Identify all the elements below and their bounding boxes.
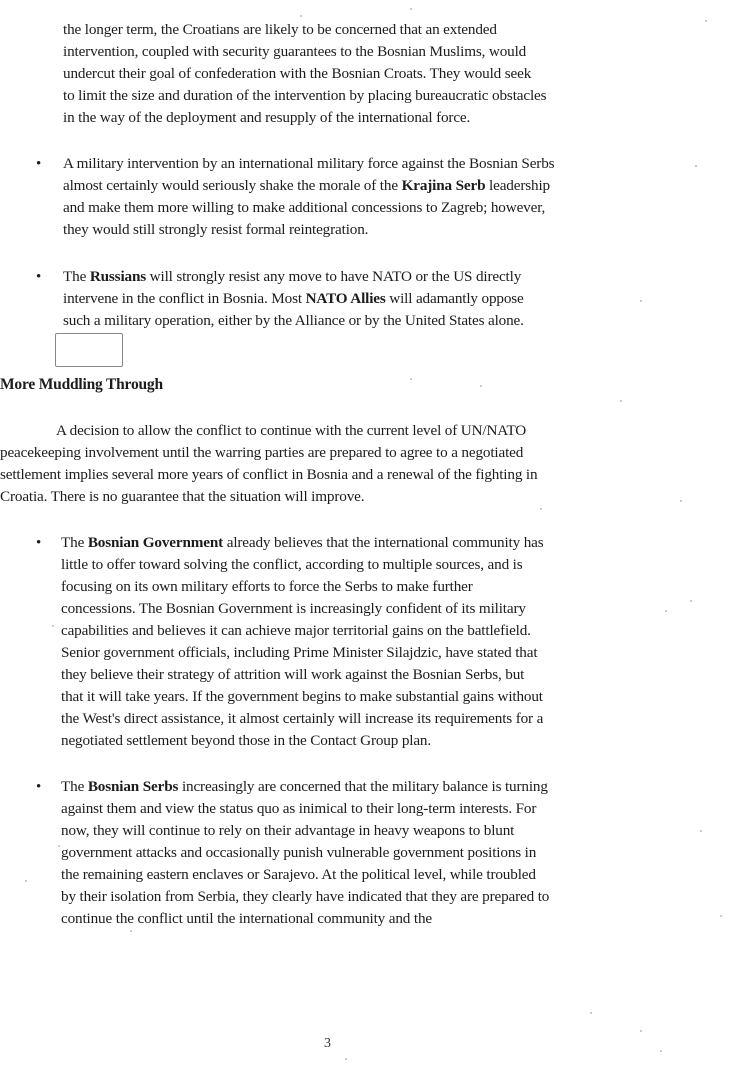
bullet-line: continue the conflict until the international community and the bbox=[61, 910, 432, 927]
speck bbox=[52, 625, 54, 627]
bullet-line: capabilities and believes it can achieve major territorial gains on the battlefield. bbox=[61, 622, 531, 639]
page-number: 3 bbox=[324, 1036, 331, 1051]
speck bbox=[58, 845, 60, 847]
bold-term: Bosnian Government bbox=[87, 534, 224, 551]
speck bbox=[480, 385, 482, 387]
redaction-box bbox=[55, 333, 123, 367]
bullet-line: the West's direct assistance, it almost certainly will increase its requirements for a bbox=[61, 710, 544, 727]
bullet-line: concessions. The Bosnian Government is increasingly confident of its military bbox=[61, 600, 526, 617]
bold-term: Russians bbox=[89, 268, 147, 285]
paragraph-line: settlement implies several more years of conflict in Bosnia and a renewal of the fighting in bbox=[0, 466, 538, 483]
speck bbox=[695, 165, 697, 167]
bullet-line: little to offer toward solving the conflict, according to multiple sources, and is bbox=[61, 556, 523, 573]
speck bbox=[640, 1030, 642, 1032]
bullet-line: focusing on its own military efforts to force the Serbs to make further bbox=[61, 578, 473, 595]
bullet-line: intervene in the conflict in Bosnia. Most NATO Allies will adamantly oppose bbox=[63, 290, 524, 307]
bullet-line: they would still strongly resist formal reintegration. bbox=[63, 221, 369, 238]
bold-term: NATO Allies bbox=[305, 290, 386, 307]
bold-term: Krajina Serb bbox=[401, 177, 486, 194]
paragraph-line: to limit the size and duration of the intervention by placing bureaucratic obstacles bbox=[63, 87, 547, 104]
speck bbox=[680, 500, 682, 502]
bullet-line: government attacks and occasionally punish vulnerable government positions in bbox=[61, 844, 537, 861]
bullet-line: negotiated settlement beyond those in the Contact Group plan. bbox=[61, 732, 432, 749]
bullet-line: by their isolation from Serbia, they clearly have indicated that they are prepared to bbox=[61, 888, 550, 905]
bullet-icon: • bbox=[36, 535, 42, 551]
speck bbox=[705, 20, 707, 22]
speck bbox=[690, 600, 692, 602]
speck bbox=[300, 15, 302, 17]
speck bbox=[640, 300, 642, 302]
paragraph-line: in the way of the deployment and resupply of the international force. bbox=[63, 109, 471, 126]
speck bbox=[25, 880, 27, 882]
paragraph-line: intervention, coupled with security guarantees to the Bosnian Muslims, would bbox=[63, 43, 527, 60]
bullet-line: and make them more willing to make additional concessions to Zagreb; however, bbox=[63, 199, 546, 216]
speck bbox=[720, 915, 722, 917]
bullet-icon: • bbox=[36, 156, 42, 172]
bullet-line: against them and view the status quo as inimical to their long-term interests. For bbox=[61, 800, 537, 817]
bullet-line: that it will take years. If the government begins to make substantial gains without bbox=[61, 688, 543, 705]
speck bbox=[410, 378, 412, 380]
paragraph-line: the longer term, the Croatians are likely to be concerned that an extended bbox=[63, 21, 497, 38]
bullet-line: The Bosnian Serbs increasingly are concerned that the military balance is turning bbox=[61, 778, 548, 795]
speck bbox=[345, 1058, 347, 1060]
speck bbox=[620, 400, 622, 402]
bullet-line: the remaining eastern enclaves or Sarajevo. At the political level, while troubled bbox=[61, 866, 536, 883]
bullet-line: The Russians will strongly resist any move to have NATO or the US directly bbox=[63, 268, 522, 285]
speck bbox=[130, 930, 132, 932]
paragraph-line: peacekeeping involvement until the warring parties are prepared to agree to a negotiated bbox=[0, 444, 524, 461]
paragraph-line: undercut their goal of confederation with the Bosnian Croats. They would seek bbox=[63, 65, 532, 82]
paragraph-line: Croatia. There is no guarantee that the situation will improve. bbox=[0, 488, 365, 505]
speck bbox=[665, 610, 667, 612]
section-heading: More Muddling Through bbox=[0, 376, 163, 393]
speck bbox=[540, 508, 542, 510]
bullet-icon: • bbox=[36, 779, 42, 795]
bullet-line: Senior government officials, including Prime Minister Silajdzic, have stated that bbox=[61, 644, 538, 661]
bullet-line: The Bosnian Government already believes that the international community has bbox=[61, 534, 544, 551]
bold-term: Bosnian Serbs bbox=[87, 778, 179, 795]
bullet-icon: • bbox=[36, 269, 42, 285]
bullet-line: almost certainly would seriously shake the morale of the Krajina Serb leadership bbox=[63, 177, 550, 194]
speck bbox=[590, 1012, 592, 1014]
speck bbox=[660, 1050, 662, 1052]
speck bbox=[410, 8, 412, 10]
bullet-line: they believe their strategy of attrition will work against the Bosnian Serbs, but bbox=[61, 666, 525, 683]
bullet-line: A military intervention by an international military force against the Bosnian Serbs bbox=[63, 155, 555, 172]
speck bbox=[700, 830, 702, 832]
bullet-line: now, they will continue to rely on their advantage in heavy weapons to blunt bbox=[61, 822, 515, 839]
paragraph-line: A decision to allow the conflict to continue with the current level of UN/NATO bbox=[56, 422, 527, 439]
bullet-line: such a military operation, either by the Alliance or by the United States alone. bbox=[63, 312, 524, 329]
